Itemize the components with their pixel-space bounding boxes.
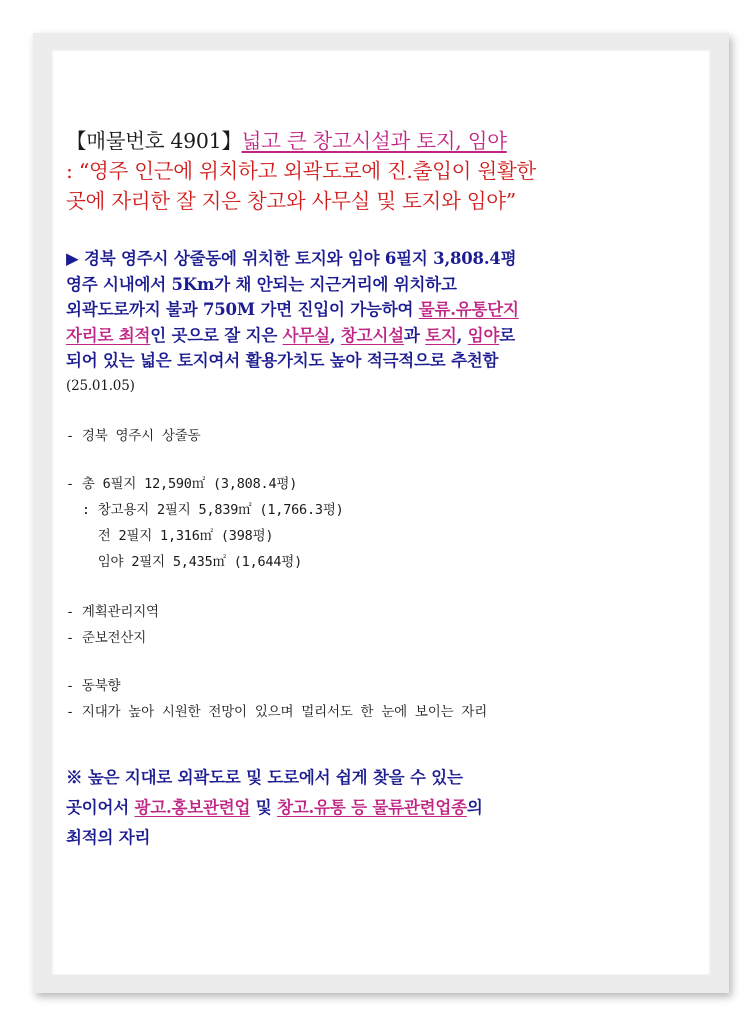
logistics-business-highlight: 창고.유통 등 물류관련업종 xyxy=(277,798,467,817)
description-text: 인 곳으로 잘 지은 xyxy=(150,325,283,345)
listing-subtitle-2: 곳에 자리한 잘 지은 창고와 사무실 및 토지와 임야” xyxy=(66,189,516,213)
description-line-1: ▶ 경북 영주시 상줄동에 위치한 토지와 임야 6필지 3,808.4평 xyxy=(66,249,517,268)
closing-line-3: 최적의 자리 xyxy=(66,828,151,847)
closing-text: 의 xyxy=(466,798,483,817)
detail-zone-2: - 준보전산지 xyxy=(66,630,147,646)
detail-direction: - 동북향 xyxy=(66,678,121,694)
listing-title xyxy=(66,126,666,156)
land-highlight: 토지 xyxy=(425,325,457,345)
advertising-highlight: 광고.홍보관련업 xyxy=(134,798,251,817)
detail-forest: 임야 2필지 5,435㎡ (1,644평) xyxy=(66,554,303,570)
closing-line-1: ※ 높은 지대로 외곽도로 및 도로에서 쉽게 찾을 수 있는 xyxy=(66,768,463,787)
description-text: 외곽도로까지 불과 750M 가면 진입이 가능하여 xyxy=(66,300,419,319)
description-text: , xyxy=(329,325,341,345)
description-line-3 xyxy=(66,297,666,323)
logistics-highlight: 물류.유통단지 xyxy=(418,300,519,319)
detail-total-area: - 총 6필지 12,590㎡ (3,808.4평) xyxy=(66,476,298,492)
detail-field: 전 2필지 1,316㎡ (398평) xyxy=(66,528,274,544)
description-text: , xyxy=(456,325,468,345)
description-text: 로 xyxy=(499,325,515,345)
listing-date: (25.01.05) xyxy=(66,377,135,394)
listing-subtitle-1: : “영주 인근에 위치하고 외곽도로에 진.출입이 원활한 xyxy=(66,159,536,183)
warehouse-highlight: 창고시설 xyxy=(340,325,404,345)
optimal-highlight: 자리로 최적 xyxy=(66,325,151,345)
closing-line-2 xyxy=(66,793,666,823)
listing-number: 【매물번호 4901】 xyxy=(66,129,242,153)
detail-warehouse-land: : 창고용지 2필지 5,839㎡ (1,766.3평) xyxy=(66,502,344,518)
office-highlight: 사무실 xyxy=(282,325,330,345)
forest-highlight: 임야 xyxy=(467,325,500,345)
closing-text: 및 xyxy=(250,798,278,817)
detail-location: - 경북 영주시 상줄동 xyxy=(66,428,201,444)
listing-headline: 넓고 큰 창고시설과 토지, 임야 xyxy=(241,129,507,153)
description-line-2: 영주 시내에서 5Km가 채 안되는 지근거리에 위치하고 xyxy=(66,274,457,294)
detail-view: - 지대가 높아 시원한 전망이 있으며 멀리서도 한 눈에 보이는 자리 xyxy=(66,704,488,720)
listing-content xyxy=(66,78,666,853)
description-line-4 xyxy=(66,323,666,349)
detail-zone-1: - 계획관리지역 xyxy=(66,604,159,620)
description-line-5: 되어 있는 넓은 토지여서 활용가치도 높아 적극적으로 추천함 xyxy=(66,351,499,370)
description-text: 과 xyxy=(403,325,426,345)
closing-text: 곳이어서 xyxy=(66,798,135,817)
